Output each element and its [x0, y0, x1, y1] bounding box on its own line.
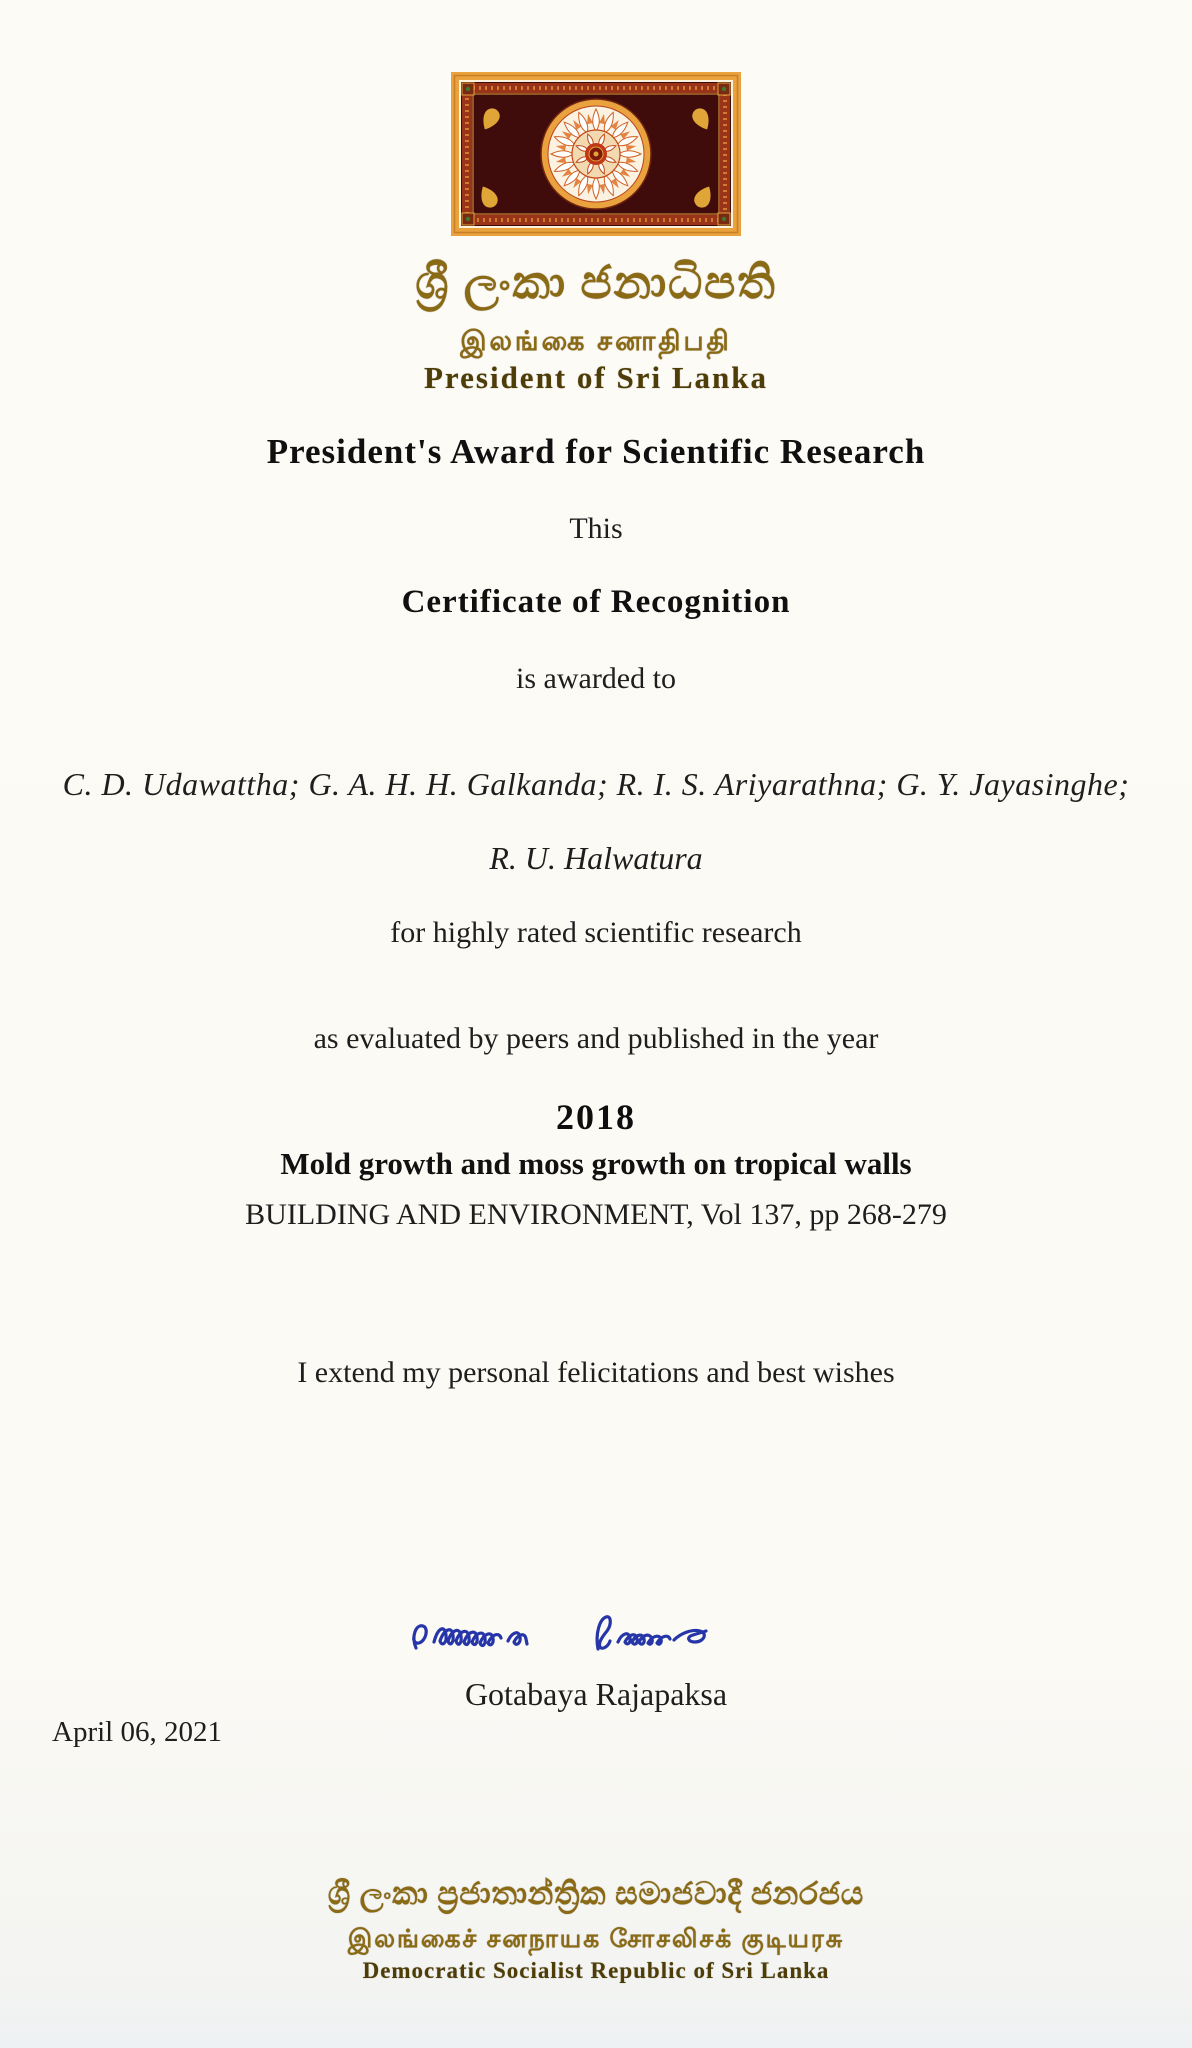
- recipients-line-1: C. D. Udawattha; G. A. H. H. Galkanda; R. I. S. Ariyarathna; G. Y. Jayasinghe;: [62, 766, 1130, 802]
- evaluation-line: as evaluated by peers and published in the year: [313, 1022, 879, 1055]
- certificate-title: Certificate of Recognition: [401, 584, 791, 620]
- header-title-sinhala: ශ්‍රී ලංකා ජනාධිපති: [415, 257, 777, 308]
- publication-details: BUILDING AND ENVIRONMENT, Vol 137, pp 268-279: [245, 1198, 947, 1231]
- felicitations-line: I extend my personal felicitations and best wishes: [297, 1356, 895, 1389]
- footer-republic-sinhala: ශ්‍රී ලංකා ප්‍රජාතාන්ත්‍රික සමාජවාදී ජනරජය: [327, 1876, 865, 1911]
- awarded-to-label: is awarded to: [516, 662, 676, 695]
- signature-scribble: [400, 1596, 730, 1674]
- this-label: This: [569, 512, 623, 545]
- award-reason: for highly rated scientific research: [390, 916, 802, 949]
- award-title: President's Award for Scientific Research: [266, 432, 926, 471]
- recipients-line-2: R. U. Halwatura: [489, 840, 703, 876]
- lotus-mandala-icon: [541, 99, 651, 209]
- footer-republic-english: Democratic Socialist Republic of Sri Lanka: [362, 1958, 830, 1983]
- publication-title: Mold growth and moss growth on tropical walls: [280, 1146, 912, 1181]
- header-title-tamil: இலங்கை சனாதிபதி: [460, 326, 732, 356]
- publication-year: 2018: [556, 1097, 636, 1137]
- certificate-date: April 06, 2021: [52, 1716, 222, 1748]
- presidential-standard-emblem: [451, 72, 741, 236]
- footer-republic-tamil: இலங்கைச் சனநாயக சோசலிசக் குடியரசு: [347, 1926, 845, 1953]
- signatory-name: Gotabaya Rajapaksa: [464, 1676, 728, 1712]
- header-title-english: President of Sri Lanka: [424, 360, 768, 395]
